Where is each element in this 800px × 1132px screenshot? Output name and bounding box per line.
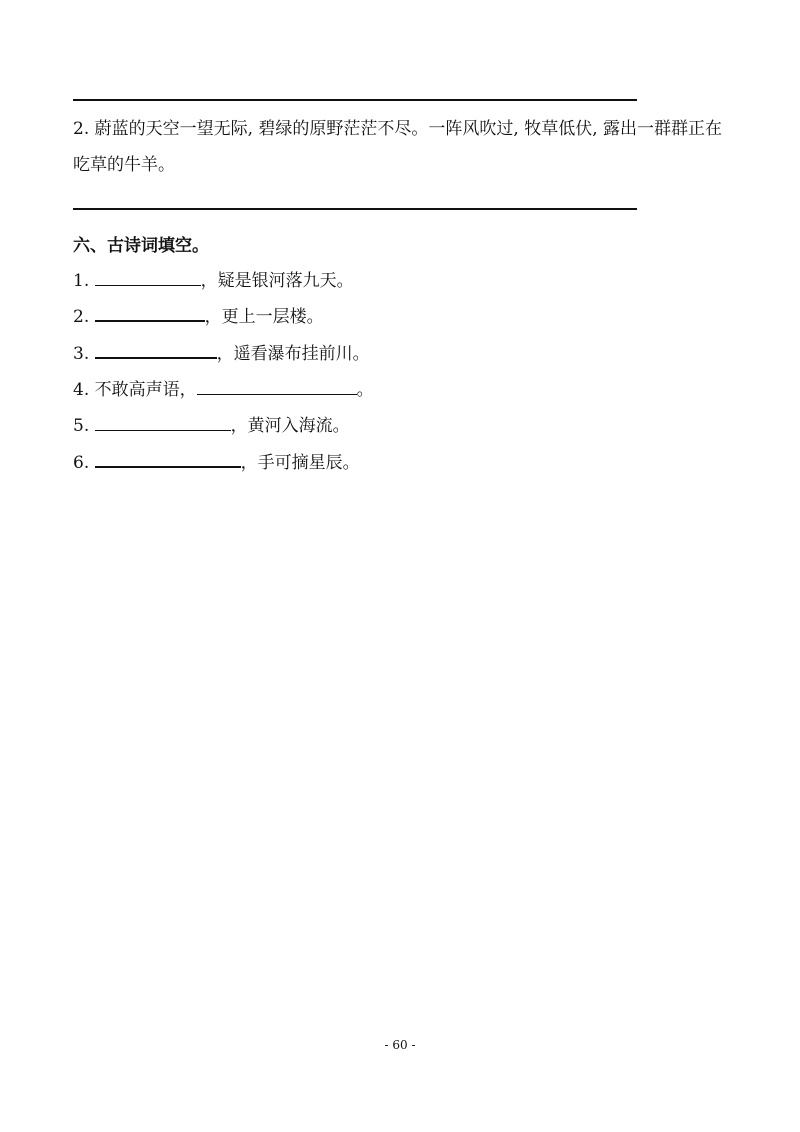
item-text: ，手可摘星辰。 <box>240 453 360 473</box>
page-number: - 60 - <box>384 1038 416 1052</box>
item-number: 4. <box>73 380 95 400</box>
fill-blank-6[interactable] <box>95 452 241 468</box>
fill-blank-3[interactable] <box>95 343 217 359</box>
poem-item-6 <box>73 451 360 475</box>
question-2-text: 2. 蔚蓝的天空一望无际, 碧绿的原野茫茫不尽。一阵风吹过, 牧草低伏, 露出一群群正在吃草的牛羊。 <box>73 119 723 175</box>
poem-item-5 <box>73 414 350 438</box>
item-text: ，遥看瀑布挂前川。 <box>216 344 370 364</box>
item-text: ，黄河入海流。 <box>230 416 350 436</box>
item-text: ，疑是银河落九天。 <box>200 271 354 291</box>
poem-item-1 <box>73 269 354 293</box>
item-text: 不敢高声语， <box>94 380 197 400</box>
item-number: 5. <box>73 416 95 436</box>
answer-line-question-2[interactable] <box>73 208 637 210</box>
fill-blank-5[interactable] <box>95 416 231 431</box>
fill-blank-1[interactable] <box>95 271 201 286</box>
item-number: 3. <box>73 344 95 364</box>
fill-blank-2[interactable] <box>95 306 205 322</box>
answer-line-top <box>73 99 637 101</box>
section-6-heading: 六、古诗词填空。 <box>73 236 209 256</box>
fill-blank-4[interactable] <box>197 380 357 395</box>
item-number: 1. <box>73 271 95 291</box>
item-text: ，更上一层楼。 <box>204 307 324 327</box>
poem-item-4 <box>73 378 374 402</box>
item-text: 。 <box>356 380 374 400</box>
poem-item-3 <box>73 342 370 366</box>
item-number: 6. <box>73 453 95 473</box>
item-number: 2. <box>73 307 95 327</box>
poem-item-2 <box>73 305 324 329</box>
